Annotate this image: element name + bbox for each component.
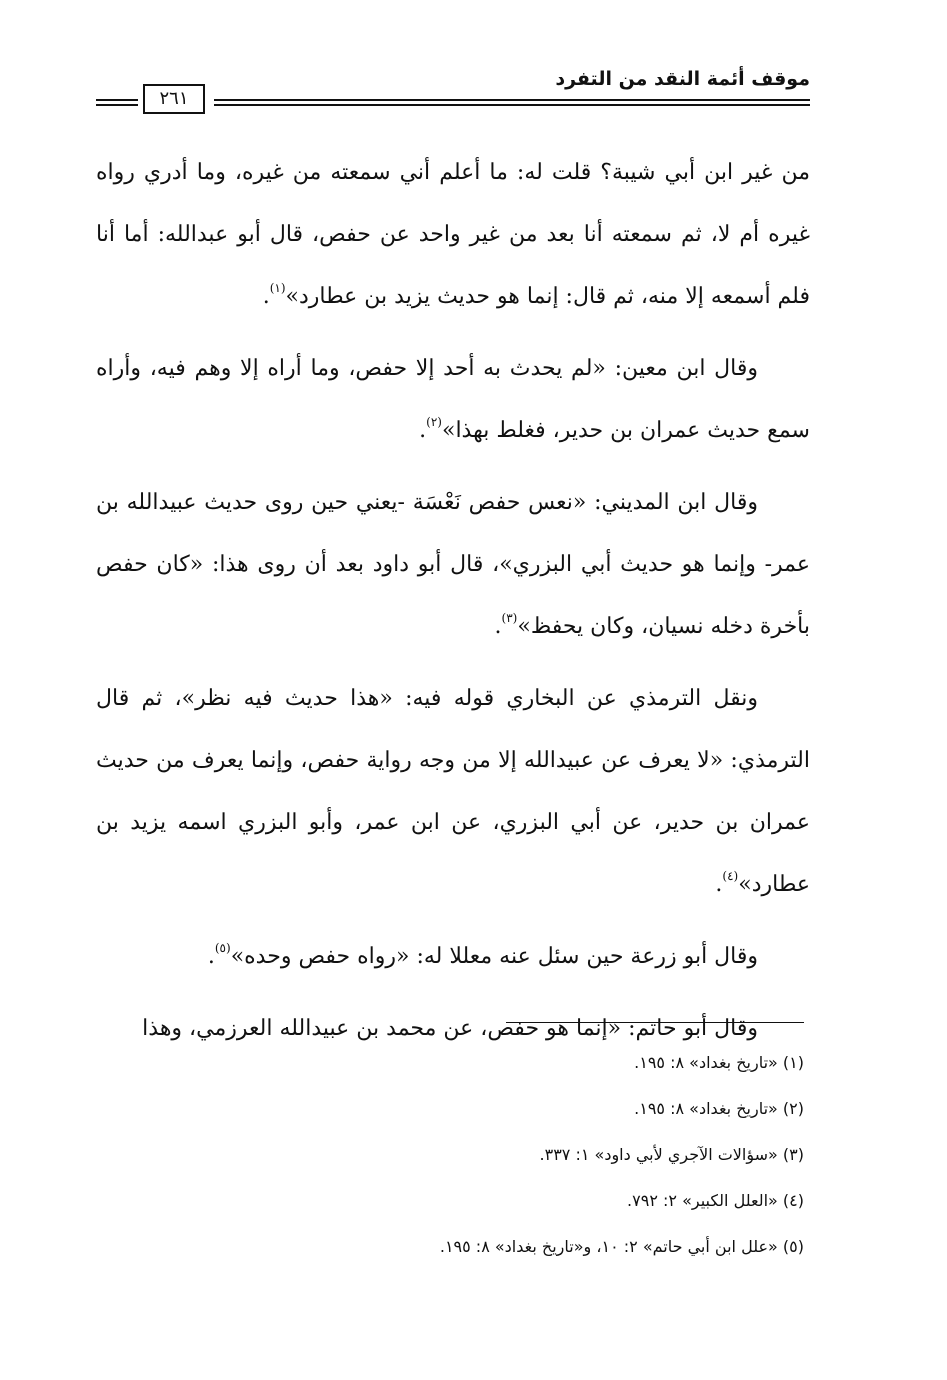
paragraph-tail: . — [419, 418, 427, 443]
paragraph-tail: . — [262, 284, 270, 309]
paragraph — [96, 142, 810, 328]
running-title: موقف أئمة النقد من التفرد — [555, 68, 810, 90]
footnote: (٤) «العلل الكبير» ٢: ٧٩٢. — [627, 1191, 804, 1210]
paragraph-tail: . — [715, 872, 723, 897]
paragraph-tail: . — [207, 944, 215, 969]
paragraph-text: ونقل الترمذي عن البخاري قوله فيه: «هذا حديث فيه نظر»، ثم قال الترمذي: «لا يعرف عن عبيدالله إلا من وجه رواية حفص، وإنما يعرف من حديث عمران بن حدير، عن أبي البزري، عن ابن عمر، وأبو البزري اسمه يزيد بن عطارد» — [96, 686, 810, 897]
footnote-marker: (٥) — [214, 941, 231, 955]
footnote: (١) «تاريخ بغداد» ٨: ١٩٥. — [634, 1053, 804, 1072]
header-rule-short — [96, 104, 138, 106]
footnote-marker: (١) — [269, 281, 286, 295]
paragraph — [96, 338, 810, 462]
header-rule-short — [96, 99, 138, 101]
header-rule — [214, 104, 810, 106]
footnote: (٥) «علل ابن أبي حاتم» ٢: ١٠، و«تاريخ بغداد» ٨: ١٩٥. — [439, 1237, 804, 1256]
paragraph-tail: . — [494, 614, 502, 639]
footnote: (٢) «تاريخ بغداد» ٨: ١٩٥. — [634, 1099, 804, 1118]
page-number: ٢٦١ — [143, 84, 205, 114]
main-text — [96, 142, 810, 1070]
paragraph-text: وقال أبو حاتم: «إنما هو حفص، عن محمد بن عبيدالله العرزمي، وهذا — [142, 1016, 758, 1041]
footnote: (٣) «سؤالات الآجري لأبي داود» ١: ٣٣٧. — [539, 1145, 804, 1164]
paragraph-text: وقال ابن المديني: «نعس حفص نَعْسَة -يعني حين روى حديث عبيدالله بن عمر- وإنما هو حديث أبي البزري»، قال أبو داود بعد أن روى هذا: «كان حفص بأخرة دخله نسيان، وكان يحفظ» — [96, 490, 810, 639]
footnote-marker: (٣) — [501, 611, 518, 625]
footnote-separator — [506, 1022, 804, 1023]
paragraph-text: وقال ابن معين: «لم يحدث به أحد إلا حفص، وما أراه إلا وهم فيه، وأراه سمع حديث عمران بن حدير، فغلط بهذا» — [96, 356, 810, 443]
footnote-marker: (٢) — [426, 415, 442, 429]
paragraph — [96, 926, 810, 988]
footnotes — [300, 1040, 804, 1270]
header-rule — [214, 99, 810, 101]
page-header — [96, 62, 810, 120]
paragraph-text: من غير ابن أبي شيبة؟ قلت له: ما أعلم أني سمعته من غيره، وما أدري رواه غيره أم لا، ثم سمعته أنا بعد من غير واحد عن حفص، قال أبو عبدالله: أما أنا فلم أسمعه إلا منه، ثم قال: إنما هو حديث يزيد بن عطارد» — [96, 160, 810, 309]
footnote-marker: (٤) — [722, 869, 739, 883]
paragraph-text: وقال أبو زرعة حين سئل عنه معللا له: «رواه حفص وحده» — [230, 944, 758, 969]
paragraph — [96, 668, 810, 916]
paragraph — [96, 472, 810, 658]
